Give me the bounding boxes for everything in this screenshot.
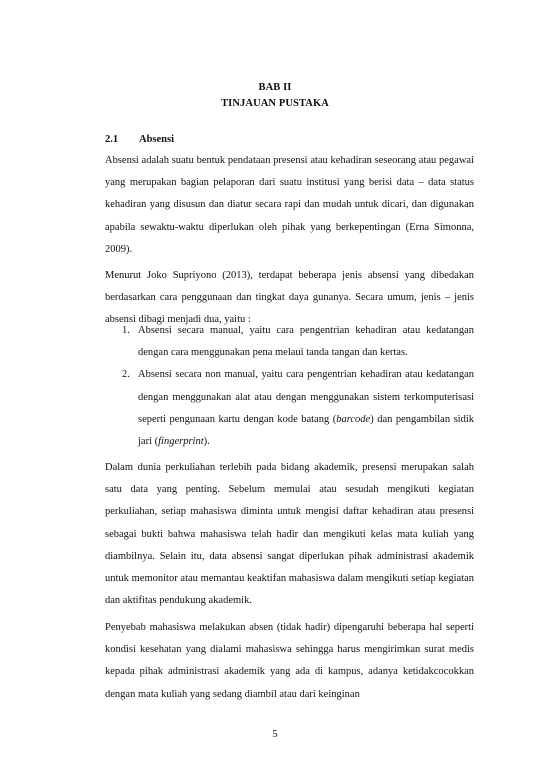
chapter-label: BAB II	[258, 82, 292, 93]
list-item-number: 2.	[122, 369, 130, 381]
section-heading	[105, 134, 174, 145]
list-item-text: Absensi secara non manual, yaitu cara pengentrian kehadiran atau kedatangan dengan menggunakan alat atau dengan menggunakan sistem terkomputerisasi seperti pengunaan kartu dengan kode batang (barcode) dan pengambilan sidik jari (fingerprint).	[138, 369, 474, 448]
term-fingerprint: fingerprint	[158, 436, 204, 448]
chapter-title: TINJAUAN PUSTAKA	[221, 98, 329, 109]
paragraph-academic-presence: Dalam dunia perkuliahan terlebih pada bidang akademik, presensi merupakan salah satu data yang penting. Sebelum memulai atau sesudah mengikuti kegiatan perkuliahan, setiap mahasiswa diminta untuk mengisi daftar kehadiran atau presensi sebagai bukti bahwa mahasiswa telah hadir dan mengikuti kelas mata kuliah yang diambilnya. Selain itu, data absensi sangat diperlukan pihak administrasi akademik untuk memonitor atau memantau keaktifan mahasiswa dalam mengikuti setiap kegiatan dan aktifitas pendukung akademik.	[105, 462, 474, 607]
list-item-number: 1.	[122, 325, 130, 336]
page-number: 5	[272, 729, 278, 740]
paragraph-absence-causes: Penyebab mahasiswa melakukan absen (tidak hadir) dipengaruhi beberapa hal seperti kondisi kesehatan yang dialami mahasiswa sehingga harus mengirimkan surat medis kepada pihak administrasi akademik yang ada di kampus, adanya ketidakcocokkan dengan mata kuliah yang sedang diambil atau dari keinginan	[105, 622, 474, 700]
list-item-text: Absensi secara manual, yaitu cara pengentrian kehadiran atau kedatangan dengan cara menggunakan pena melaui tanda tangan dan kertas.	[138, 325, 474, 359]
paragraph-types-intro: Menurut Joko Supriyono (2013), terdapat beberapa jenis absensi yang dibedakan berdasarkan cara penggunaan dan tingkat daya gunanya. Secara umum, jenis – jenis absensi dibagi menjadi dua, yaitu :	[105, 270, 474, 326]
section-title: Absensi	[139, 134, 175, 145]
paragraph-definition: Absensi adalah suatu bentuk pendataan presensi atau kehadiran seseorang atau pegawai yang merupakan bagian pelaporan dari suatu institusi yang berisi data – data status kehadiran yang disusun dan diatur secara rapi dan mudah untuk dicari, dan digunakan apabila sewaktu-waktu diperlukan oleh pihak yang berkepentingan (Erna Simonna, 2009).	[105, 155, 474, 255]
absence-types-list	[105, 320, 474, 453]
list-item	[105, 320, 474, 364]
list-item	[105, 364, 474, 453]
section-number: 2.1	[105, 134, 119, 145]
term-barcode: barcode	[336, 413, 371, 425]
